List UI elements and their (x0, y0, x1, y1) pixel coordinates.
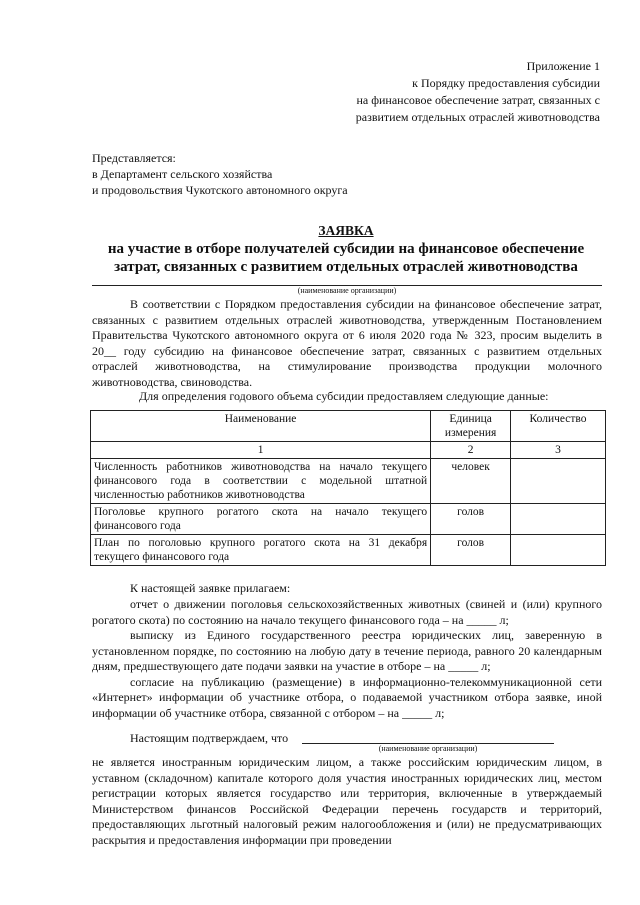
title-line-3: затрат, связанных с развитием отдельных отраслей животноводства (114, 259, 578, 275)
row-unit: голов (431, 504, 511, 535)
header-name: Наименование (91, 411, 431, 442)
attachments-heading: К настоящей заявке прилагаем: (130, 581, 291, 595)
addressee-line-3: и продовольствия Чукотского автономного округа (92, 183, 348, 197)
title-word: ЗАЯВКА (318, 223, 374, 238)
table-header-row (91, 411, 606, 442)
header-unit: Единица измерения (431, 411, 511, 442)
appendix-line-3: на финансовое обеспечение затрат, связанных с (356, 93, 600, 107)
attachments-list (92, 597, 602, 721)
table-row (91, 504, 606, 535)
confirmation-text: не является иностранным юридическим лицом, а также российским юридическим лицом, в уставном (складочном) капитале которого доля участия иностранных юридических лиц, местом регистрации которых является государство или территория, включенные в утверждаемый Министерством финансов Российской Федерации перечень государств и территорий, предоставляющих льготный налоговый режим налогообложения и (или) не предусматривающих раскрытия и предоставления информации при проведении (92, 755, 602, 847)
confirmation-caption: (наименование организации) (378, 744, 478, 753)
appendix-reference (300, 58, 600, 126)
row-quantity (511, 504, 606, 535)
table-number-row (91, 442, 606, 459)
header-quantity: Количество (511, 411, 606, 442)
row-name: Численность работников животноводства на начало текущего финансового года в соответствии с модельной штатной численностью работников животноводства (91, 459, 431, 504)
attachment-item: отчет о движении поголовья сельскохозяйственных животных (свиней и (или) крупного рогатого скота) по состоянию на начало текущего финансового года – на _____ л; (92, 597, 602, 627)
table-row (91, 459, 606, 504)
appendix-line-1: Приложение 1 (526, 59, 600, 73)
row-name: Поголовье крупного рогатого скота на начало текущего финансового года (91, 504, 431, 535)
col-number-1: 1 (91, 442, 431, 459)
table-lead: Для определения годового объема субсидии предоставляем следующие данные: (139, 389, 549, 403)
attachment-item: согласие на публикацию (размещение) в информационно-телекоммуникационной сети «Интернет» информации об участнике отбора, о подаваемой участником отбора заявке, иной информации об участнике отбора, связанной с отбором – на _____ л; (92, 674, 602, 720)
subsidy-data-table (90, 410, 606, 566)
appendix-line-4: развитием отдельных отраслей животноводства (355, 110, 600, 124)
title-line-2: на участие в отборе получателей субсидии на финансовое обеспечение (107, 241, 585, 257)
col-number-2: 2 (431, 442, 511, 459)
addressee-block (92, 150, 412, 198)
table-row (91, 535, 606, 566)
addressee-line-2: в Департамент сельского хозяйства (92, 167, 273, 181)
organization-caption: (наименование организации) (297, 286, 397, 295)
addressee-line-1: Представляется: (92, 151, 176, 165)
confirmation-lead: Настоящим подтверждаем, что (130, 731, 289, 745)
document-title (90, 222, 602, 276)
intro-paragraph: В соответствии с Порядком предоставления субсидии на финансовое обеспечение затрат, связанных с развитием отдельных отраслей животноводства, утвержденным Постановлением Правительства Чукотского автономного округа от 6 июля 2020 года № 323, просим выделить в 20__ году субсидию на финансовое обеспечение затрат, связанных с развитием отдельных отраслей животноводства, на стимулирование производства продукции молочного животноводства, свиноводства. (92, 297, 602, 389)
row-unit: голов (431, 535, 511, 566)
row-unit: человек (431, 459, 511, 504)
row-name: План по поголовью крупного рогатого скота на 31 декабря текущего финансового года (91, 535, 431, 566)
row-quantity (511, 459, 606, 504)
row-quantity (511, 535, 606, 566)
col-number-3: 3 (511, 442, 606, 459)
appendix-line-2: к Порядку предоставления субсидии (412, 76, 600, 90)
attachment-item: выписку из Единого государственного реестра юридических лиц, заверенную в установленном порядке, по состоянию на любую дату в течение периода, равного 20 календарным дням, предшествующего дате подачи заявки на участие в отборе – на _____ л; (92, 628, 602, 673)
